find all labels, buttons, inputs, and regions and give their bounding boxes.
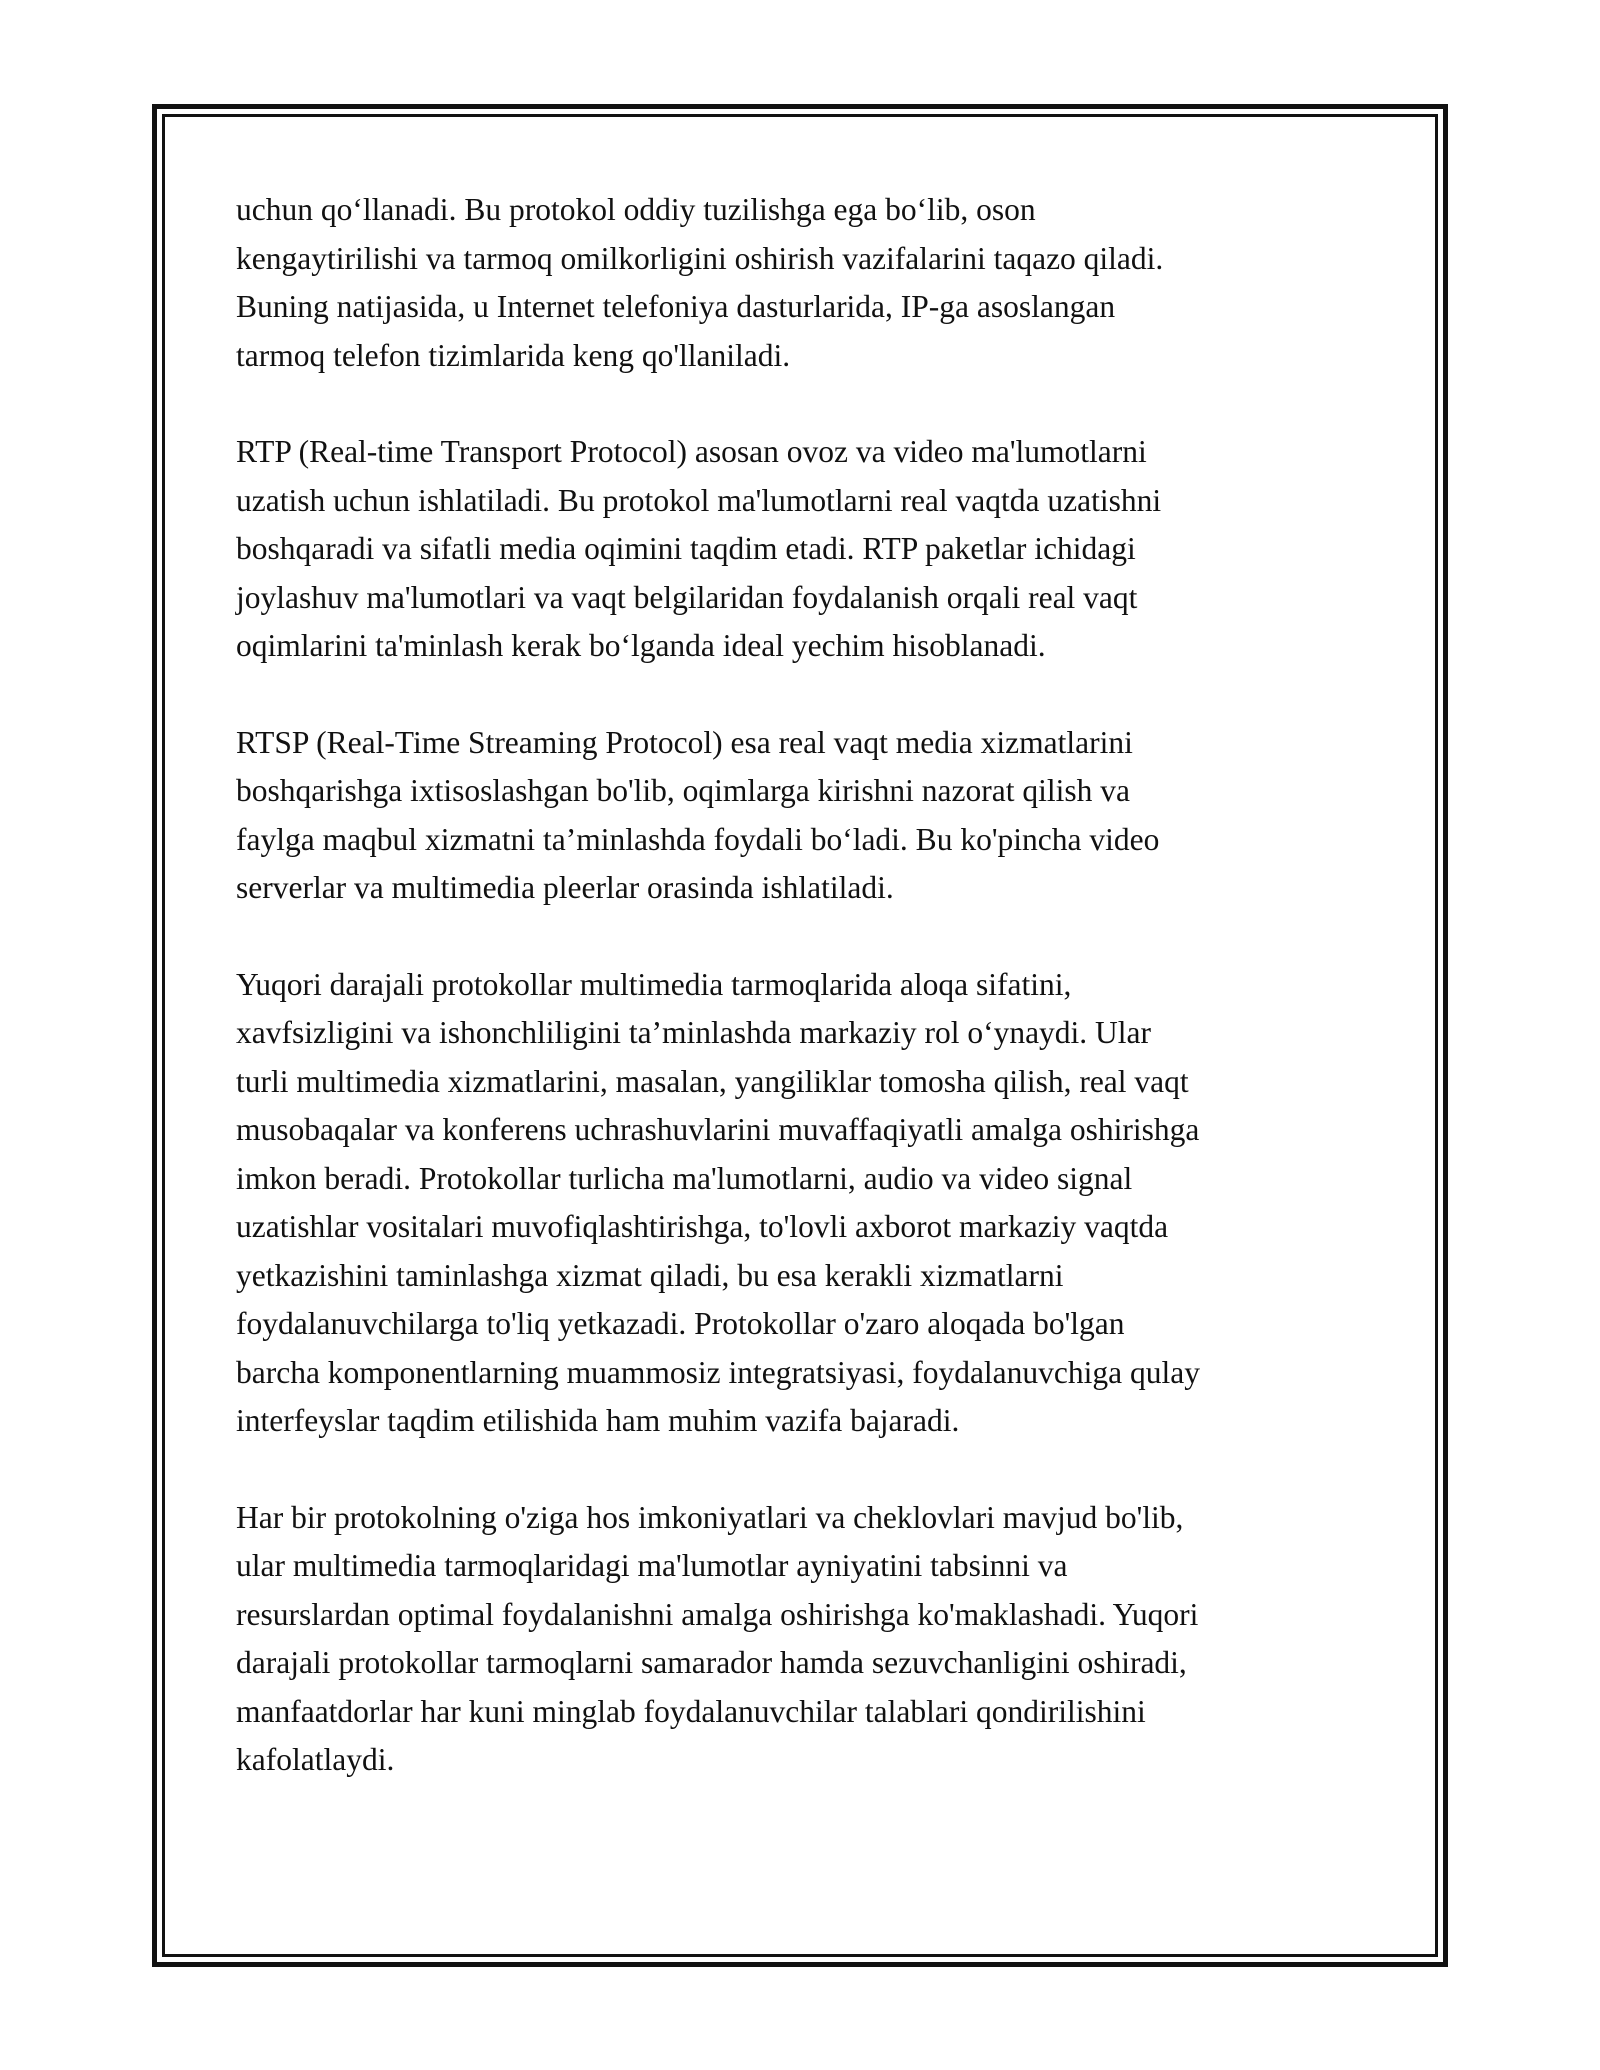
- text-line: kafolatlaydi.: [236, 1742, 395, 1777]
- text-line: Buning natijasida, u Internet telefoniya dasturlarida, IP-ga asoslangan: [236, 289, 1116, 324]
- text-line: barcha komponentlarning muammosiz integratsiyasi, foydalanuvchiga qulay: [236, 1354, 1200, 1390]
- text-line: RTP (Real-time Transport Protocol) asosan ovoz va video ma'lumotlarni: [236, 434, 1147, 469]
- paragraph-high-level-protocols: [236, 961, 1371, 1446]
- text-line: turli multimedia xizmatlarini, masalan, yangiliklar tomosha qilish, real vaqt: [236, 1063, 1189, 1099]
- text-line: oqimlarini ta'minlash kerak bo‘lganda ideal yechim hisoblanadi.: [236, 628, 1046, 663]
- paragraph-sip: [236, 186, 1371, 380]
- text-line: uzatish uchun ishlatiladi. Bu protokol ma'lumotlarni real vaqtda uzatishni: [236, 482, 1162, 518]
- text-line: tarmoq telefon tizimlarida keng qo'llaniladi.: [236, 337, 791, 373]
- text-line: RTSP (Real-Time Streaming Protocol) esa real vaqt media xizmatlarini: [236, 724, 1133, 760]
- text-line: Yuqori darajali protokollar multimedia tarmoqlarida aloqa sifatini,: [236, 966, 1072, 1002]
- text-line: foydalanuvchilarga to'liq yetkazadi. Protokollar o'zaro aloqada bo'lgan: [236, 1306, 1125, 1341]
- paragraph-rtp: [236, 428, 1371, 671]
- text-line: resurslardan optimal foydalanishni amalga oshirishga ko'maklashadi. Yuqori: [236, 1596, 1199, 1632]
- paragraph-conclusion: [236, 1494, 1371, 1785]
- paragraph-rtsp: [236, 719, 1371, 913]
- text-line: manfaatdorlar har kuni minglab foydalanuvchilar talablari qondirilishini: [236, 1693, 1146, 1729]
- text-line: interfeyslar taqdim etilishida ham muhim vazifa bajaradi.: [236, 1403, 960, 1438]
- text-line: musobaqalar va konferens uchrashuvlarini muvaffaqiyatli amalga oshirishga: [236, 1112, 1200, 1147]
- text-line: xavfsizligini va ishonchliligini ta’minlashda markaziy rol o‘ynaydi. Ular: [236, 1015, 1152, 1050]
- text-line: faylga maqbul xizmatni ta’minlashda foydali bo‘ladi. Bu ko'pincha video: [236, 821, 1160, 857]
- text-line: kengaytirilishi va tarmoq omilkorligini oshirish vazifalarini taqazo qiladi.: [236, 240, 1164, 276]
- text-line: darajali protokollar tarmoqlarni samarador hamda sezuvchanligini oshiradi,: [236, 1645, 1187, 1680]
- text-line: ular multimedia tarmoqlaridagi ma'lumotlar ayniyatini tabsinni va: [236, 1548, 1068, 1583]
- text-line: boshqaradi va sifatli media oqimini taqdim etadi. RTP paketlar ichidagi: [236, 531, 1136, 566]
- text-line: Har bir protokolning o'ziga hos imkoniyatlari va cheklovlari mavjud bo'lib,: [236, 1499, 1184, 1535]
- document-body: [236, 186, 1371, 1833]
- text-line: uzatishlar vositalari muvofiqlashtirishga, to'lovli axborot markaziy vaqtda: [236, 1209, 1169, 1244]
- text-line: uchun qo‘llanadi. Bu protokol oddiy tuzilishga ega bo‘lib, oson: [236, 192, 1036, 227]
- text-line: joylashuv ma'lumotlari va vaqt belgilaridan foydalanish orqali real vaqt: [236, 579, 1138, 615]
- text-line: imkon beradi. Protokollar turlicha ma'lumotlarni, audio va video signal: [236, 1160, 1133, 1196]
- text-line: serverlar va multimedia pleerlar orasinda ishlatiladi.: [236, 870, 894, 905]
- text-line: yetkazishini taminlashga xizmat qiladi, bu esa kerakli xizmatlarni: [236, 1257, 1064, 1293]
- text-line: boshqarishga ixtisoslashgan bo'lib, oqimlarga kirishni nazorat qilish va: [236, 773, 1130, 808]
